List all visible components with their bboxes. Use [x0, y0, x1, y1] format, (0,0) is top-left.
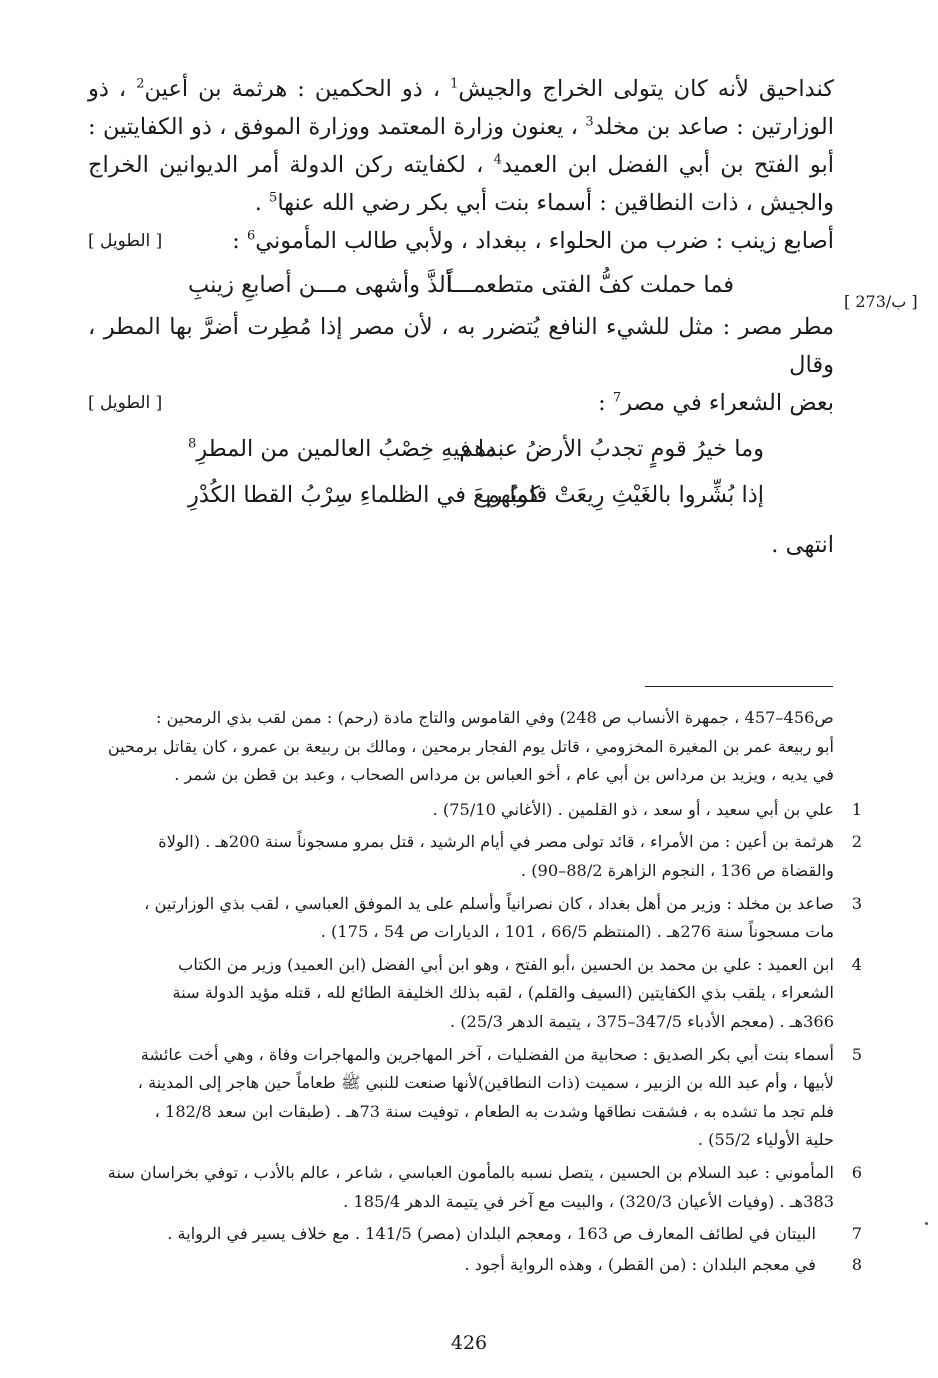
footnote-marker[interactable]: 3	[585, 114, 594, 130]
footnote-line: حلية الأولياء 55/2) .	[697, 1130, 834, 1150]
page-number: 426	[450, 1332, 488, 1354]
meter-label: [ الطويل ]	[88, 231, 163, 251]
footnote-line: في معجم البلدان : (من القطر) ، وهذه الرواية أجود .	[464, 1254, 816, 1274]
footnote-line: علي بن أبي سعيد ، أو سعد ، ذو القلمين . (الأغاني 75/10) .	[432, 799, 834, 819]
verse-hemistich-right: فما حملت كفُّ الفتى متطعمـــاً	[446, 272, 734, 298]
footnote-line: البيتان في لطائف المعارف ص 163 ، ومعجم البلدان (مصر) 141/5 . مع خلاف يسير في الرواية .	[167, 1224, 816, 1244]
footnote-6	[102, 1159, 862, 1216]
text-run: :	[232, 228, 240, 254]
footnote-separator	[645, 686, 833, 687]
footnote-marker[interactable]: 1	[450, 76, 459, 92]
text-run: كنداحيق لأنه كان يتولى الخراج والجيش	[458, 76, 834, 102]
footnote-3	[102, 890, 862, 947]
footnote-continuation-line: في يديه ، ويزيد بن مرداس بن أبي عام ، أخو العباس بن مرداس الصحاب ، وعبد بن قطن بن شمر .	[174, 765, 834, 785]
text-run: مطر مصر : مثل للشيء النافع يُتضرر به ، لأن مصر إذا مُطِرت أضرَّ بها المطر ، وقال	[88, 314, 834, 378]
footnote-5	[102, 1041, 862, 1155]
footnote-marker[interactable]: 2	[136, 76, 145, 92]
footnote-continuation-line: ص456–457 ، جمهرة الأنساب ص 248) وفي القاموس والتاج مادة (رحم) : ممن لقب بذي الرمحين :	[156, 708, 834, 727]
footnote-line: مات مسجوناً سنة 276هـ . (المنتظم 66/5 ، 101 ، الديارات ص 54 ، 175) .	[320, 922, 834, 942]
footnote-number: 6	[851, 1162, 862, 1182]
footnote-line: فلم تجد ما تشده به ، فشقت نطاقها وشدت به الطعام ، توفيت سنة 73هـ . (طبقات ابن سعد 182/8 ،	[154, 1101, 834, 1121]
text-run: ، ذو الحكمين : هرثمة بن أعين	[144, 76, 441, 102]
footnote-4	[102, 951, 862, 1037]
paragraph-titles	[88, 70, 834, 222]
footnote-number: 7	[851, 1224, 862, 1244]
footnote-line: أسماء بنت أبي بكر الصديق : صحابية من الفضليات ، آخر المهاجرين والمهاجرات وفاة ، وهي أخت عائشة	[140, 1044, 834, 1064]
footnote-number: 2	[851, 832, 862, 852]
footnote-line: صاعد بن مخلد : وزير من أهل بغداد ، كان نصرانياً وأسلم على يد الموفق العباسي ، لقب بذي الوزارتين ،	[144, 893, 834, 913]
footnote-7	[102, 1220, 862, 1249]
footnote-number: 4	[851, 954, 862, 974]
footnote-marker[interactable]: 6	[246, 228, 256, 244]
footnote-continuation-line: أبو ربيعة عمر بن المغيرة المخزومي ، قاتل يوم الفجار برمحين ، ومالك بن ربيعة بن عمرو ، كان يقاتل برمحين	[107, 736, 834, 756]
footnote-number: 1	[851, 799, 862, 819]
meter-label: [ الطويل ]	[88, 393, 163, 413]
text-run: :	[598, 390, 606, 416]
footnote-number: 8	[851, 1254, 862, 1274]
footnote-line: 383هـ . (وفيات الأعيان 320/3) ، والبيت مع آخر في يتيمة الدهر 185/4 .	[343, 1191, 834, 1211]
footnote-8	[102, 1251, 862, 1280]
manuscript-folio-ref: [ 273/ب ]	[844, 292, 918, 311]
verse-hemistich-right: وما خيرُ قومٍ تجدبُ الأرضُ عندهم	[459, 436, 764, 462]
end-mark: انتهى .	[771, 532, 834, 558]
footnote-marker[interactable]: 5	[269, 190, 278, 206]
footnote-number: 5	[851, 1044, 862, 1064]
verse-line-1	[88, 266, 834, 306]
footnote-number: 3	[851, 893, 862, 913]
paragraph-asabi-zaynab	[88, 222, 834, 260]
footnote-2	[102, 828, 862, 885]
footnote-1	[102, 796, 862, 825]
verse-hemistich-left: ألذَّ وأشهى مـــن أصابعِ زينبِ	[188, 272, 453, 298]
text-run: ، ذو الوزارتين : صاعد بن مخلد	[88, 76, 835, 140]
text-run: .	[254, 190, 262, 216]
main-text	[88, 70, 834, 564]
footnote-line: المأموني : عبد السلام بن الحسين ، يتصل نسبه بالمأمون العباسي ، شاعر ، عالم بالأدب ، توفي بخراسان سنة	[107, 1162, 834, 1182]
verse-hemistich-left	[188, 430, 504, 468]
footnotes	[102, 704, 862, 1279]
footnote-line: والقضاة ص 136 ، النجوم الزاهرة 88/2–90) .	[520, 860, 834, 880]
verse-hemistich-right: إذا بُشِّروا بالغَيْثِ رِيعَتْ قلوبُهم	[485, 482, 764, 508]
verse-line-2	[88, 430, 834, 470]
footnote-line: 366هـ . (معجم الأدباء 347/5–375 ، يتيمة الدهر 25/3) .	[449, 1011, 834, 1031]
text-run: بعض الشعراء في مصر	[621, 390, 834, 416]
text-run: أصابع زينب : ضرب من الحلواء ، ببغداد ، ولأبي طالب المأموني	[255, 228, 834, 254]
text-run: بما فيهِ خِصْبُ العالمين من المطرِ	[196, 436, 505, 462]
text-run: ، لكفايته ركن الدولة أمر الديوانين الخراج والجيش ، ذات النطاقين : أسماء بنت أبي بكر رضي الله عنها	[88, 152, 834, 216]
footnote-line: ابن العميد : علي بن محمد بن الحسين ،أبو الفتح ، وهو ابن أبي الفضل (ابن العميد) وزير من الكتاب	[178, 954, 834, 974]
footnote-marker[interactable]: 8	[188, 436, 197, 452]
text-run: ، يعنون وزارة المعتمد ووزارة الموفق ، ذو الكفايتين : أبو الفتح بن أبي الفضل ابن العميد	[88, 114, 834, 178]
verse-line-3	[88, 476, 834, 516]
footnote-line: الشعراء ، يلقب بذي الكفايتين (السيف والقلم) ، لقبه بذلك الخليفة الطائع لله ، قتله مؤيد الدولة سنة	[172, 983, 834, 1003]
paragraph-matar-misr	[88, 308, 834, 384]
paragraph-matar-misr-cont	[88, 384, 834, 422]
footnote-marker[interactable]: 7	[612, 390, 622, 406]
scan-speck	[925, 1222, 928, 1225]
footnote-marker[interactable]: 4	[493, 152, 502, 168]
footnote-line: لأبيها ، وأم عبد الله بن الزبير ، سميت (ذات النطاقين)لأنها صنعت للنبي ﷺ طعاماً حين هاجر إلى المدينة ،	[137, 1073, 834, 1093]
footnote-line: هرثمة بن أعين : من الأمراء ، قائد تولى مصر في أيام الرشيد ، قتل بمرو مسجوناً سنة 200هـ . (الولاة	[158, 832, 834, 852]
verse-hemistich-left: كما ريعَ في الظلماءِ سِرْبُ القطا الكُدْرِ	[188, 482, 541, 508]
